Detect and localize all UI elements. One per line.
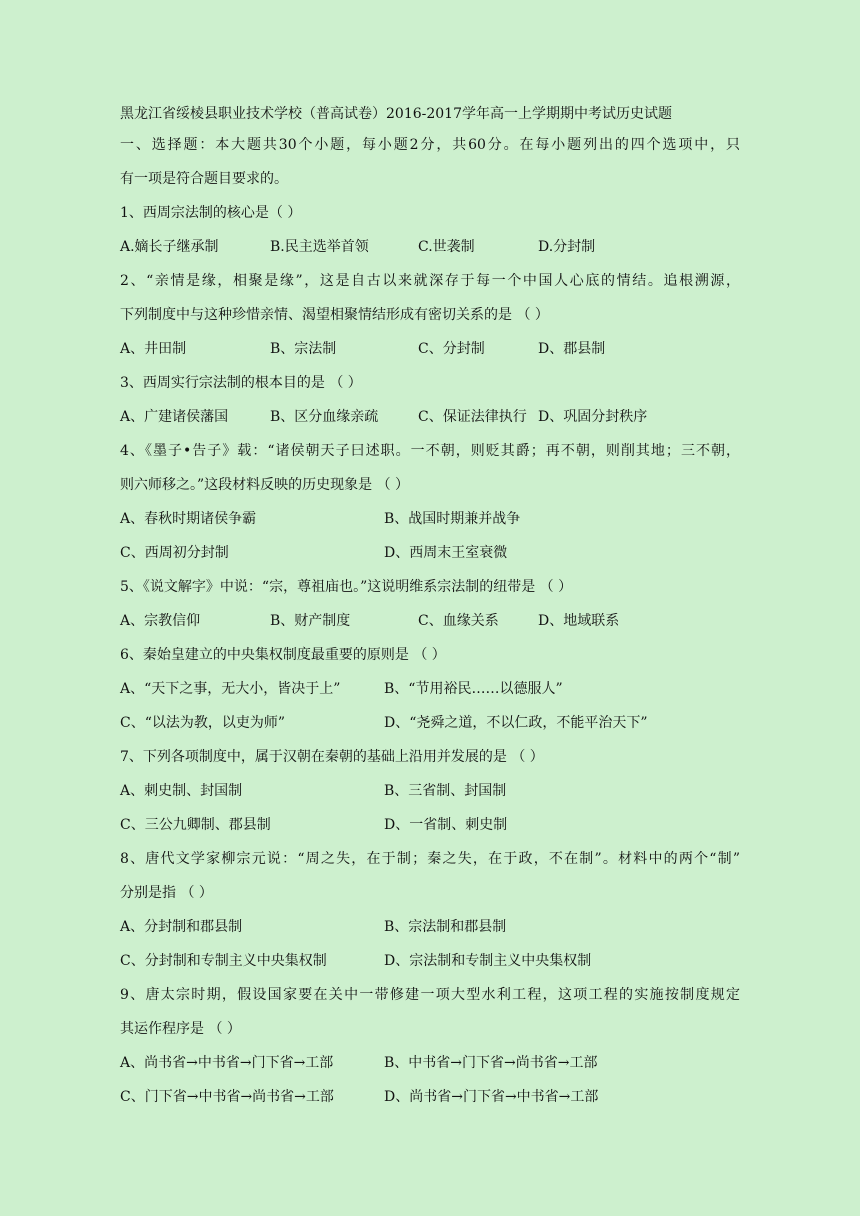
answer-option: A、尚书省→中书省→门下省→工部 — [120, 1055, 334, 1071]
question-stem: 2、“亲情是缘，相聚是缘”，这是自古以来就深存于每一个中国人心底的情结。追根溯源， — [120, 273, 740, 289]
answer-option: A、宗教信仰 — [120, 613, 201, 629]
answer-option: A、井田制 — [120, 341, 187, 357]
question-6 — [120, 638, 740, 740]
section-instructions-line-1: 一、选择题：本大题共30个小题，每小题2分，共60分。在每小题列出的四个选项中，只 — [120, 137, 740, 153]
answer-option: D、巩固分封秩序 — [538, 409, 648, 425]
answer-option: C、西周初分封制 — [120, 545, 229, 561]
answer-option: D、地域联系 — [538, 613, 620, 629]
question-2 — [120, 264, 740, 366]
question-stem: 7、下列各项制度中，属于汉朝在秦朝的基础上沿用并发展的是 （ ） — [120, 749, 544, 765]
answer-option: B、战国时期兼并战争 — [384, 511, 521, 527]
question-stem: 1、西周宗法制的核心是（ ） — [120, 205, 302, 221]
answer-option: A、分封制和郡县制 — [120, 919, 243, 935]
answer-option: D、宗法制和专制主义中央集权制 — [384, 953, 592, 969]
question-7 — [120, 740, 740, 842]
section-instructions-line-2: 有一项是符合题目要求的。 — [120, 171, 288, 187]
answer-option: C.世袭制 — [418, 239, 475, 255]
answer-option: C、三公九卿制、郡县制 — [120, 817, 271, 833]
answer-option: B、财产制度 — [270, 613, 351, 629]
option-row — [120, 910, 740, 944]
answer-option: C、分封制 — [418, 341, 485, 357]
option-row — [120, 672, 740, 706]
answer-option: C、分封制和专制主义中央集权制 — [120, 953, 327, 969]
question-4 — [120, 434, 740, 570]
answer-option: A、广建诸侯藩国 — [120, 409, 229, 425]
answer-option: D、“尧舜之道，不以仁政，不能平治天下” — [384, 715, 648, 731]
option-row — [120, 536, 740, 570]
question-stem: 下列制度中与这种珍惜亲情、渴望相聚情结形成有密切关系的是 （ ） — [120, 307, 549, 323]
answer-option: C、保证法律执行 — [418, 409, 527, 425]
option-row — [120, 706, 740, 740]
question-stem: 8、唐代文学家柳宗元说：“周之失，在于制；秦之失，在于政，不在制”。材料中的两个“制” — [120, 851, 740, 867]
answer-option: B、宗法制和郡县制 — [384, 919, 507, 935]
question-1 — [120, 196, 740, 264]
exam-page — [120, 100, 740, 1114]
question-5 — [120, 570, 740, 638]
answer-option: C、门下省→中书省→尚书省→工部 — [120, 1089, 334, 1105]
answer-option: D、尚书省→门下省→中书省→工部 — [384, 1089, 599, 1105]
answer-option: B、区分血缘亲疏 — [270, 409, 379, 425]
exam-title: 黑龙江省绥棱县职业技术学校（普高试卷）2016-2017学年高一上学期期中考试历史试题 — [120, 106, 672, 122]
option-row — [120, 502, 740, 536]
option-row — [120, 808, 740, 842]
option-row — [120, 944, 740, 978]
answer-option: B、三省制、封国制 — [384, 783, 507, 799]
question-stem: 其运作程序是 （ ） — [120, 1021, 241, 1037]
question-3 — [120, 366, 740, 434]
answer-option: B、中书省→门下省→尚书省→工部 — [384, 1055, 598, 1071]
question-stem: 则六师移之。”这段材料反映的历史现象是 （ ） — [120, 477, 410, 493]
question-stem: 4、《墨子•告子》载：“诸侯朝天子曰述职。一不朝，则贬其爵；再不朝，则削其地；三不朝， — [120, 443, 740, 459]
answer-option: D、西周末王室衰微 — [384, 545, 508, 561]
answer-option: B、宗法制 — [270, 341, 337, 357]
option-row — [120, 332, 740, 366]
option-row — [120, 230, 740, 264]
answer-option: B.民主选举首领 — [270, 239, 369, 255]
answer-option: D、一省制、刺史制 — [384, 817, 508, 833]
option-row — [120, 774, 740, 808]
answer-option: A.嫡长子继承制 — [120, 239, 219, 255]
option-row — [120, 1080, 740, 1114]
option-row — [120, 1046, 740, 1080]
question-stem: 分别是指 （ ） — [120, 885, 213, 901]
answer-option: D.分封制 — [538, 239, 596, 255]
question-9 — [120, 978, 740, 1114]
answer-option: A、春秋时期诸侯争霸 — [120, 511, 257, 527]
answer-option: C、血缘关系 — [418, 613, 499, 629]
question-stem: 3、西周实行宗法制的根本目的是 （ ） — [120, 375, 362, 391]
answer-option: C、“以法为教，以吏为师” — [120, 715, 286, 731]
question-stem: 9、唐太宗时期，假设国家要在关中一带修建一项大型水利工程，这项工程的实施按制度规定 — [120, 987, 740, 1003]
answer-option: A、“天下之事，无大小，皆决于上” — [120, 681, 341, 697]
question-8 — [120, 842, 740, 978]
answer-option: D、郡县制 — [538, 341, 606, 357]
question-stem: 6、秦始皇建立的中央集权制度最重要的原则是 （ ） — [120, 647, 446, 663]
question-stem: 5、《说文解字》中说：“宗，尊祖庙也。”这说明维系宗法制的纽带是 （ ） — [120, 579, 573, 595]
option-row — [120, 604, 740, 638]
answer-option: A、刺史制、封国制 — [120, 783, 243, 799]
question-list — [120, 196, 740, 1114]
option-row — [120, 400, 740, 434]
answer-option: B、“节用裕民……以德服人” — [384, 681, 563, 697]
